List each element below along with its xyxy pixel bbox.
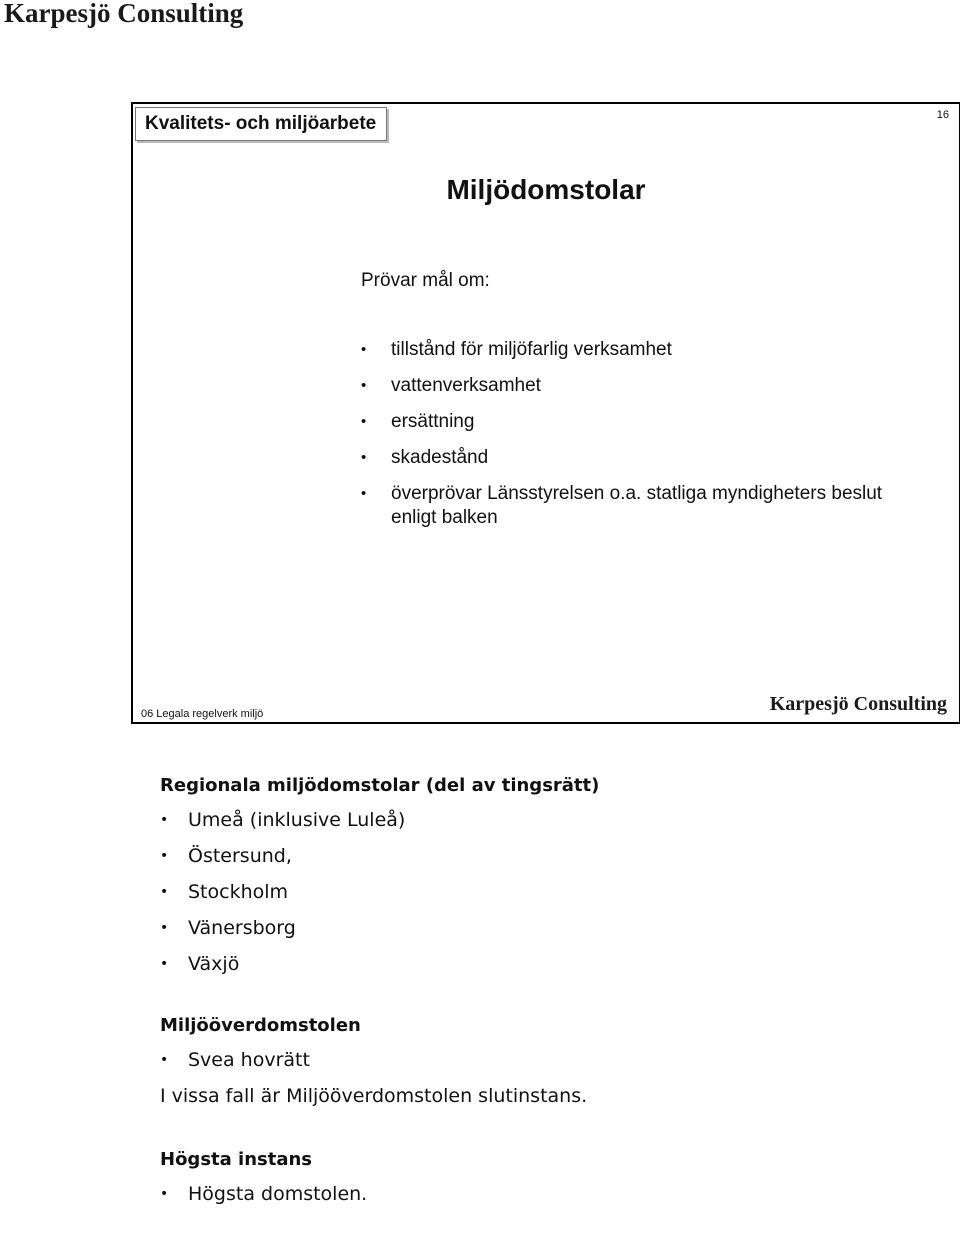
slide-intro: Prövar mål om: xyxy=(361,270,490,291)
slide-bullet-text: ersättning xyxy=(391,411,475,432)
list-item xyxy=(160,838,920,874)
slide-number: 16 xyxy=(936,109,949,121)
slide-bullet-item xyxy=(361,482,921,530)
bullet-icon: • xyxy=(160,920,169,936)
list-item xyxy=(160,874,920,910)
slide-bullet-item xyxy=(361,410,921,434)
regional-courts-heading: Regionala miljödomstolar (del av tingsrätt) xyxy=(160,775,600,796)
bullet-icon: • xyxy=(160,884,169,900)
list-item-text: Högsta domstolen. xyxy=(188,1183,368,1205)
overcourt-heading: Miljööverdomstolen xyxy=(160,1015,361,1036)
list-item xyxy=(160,1176,920,1212)
overcourt-note: I vissa fall är Miljööverdomstolen slutinstans. xyxy=(160,1085,588,1107)
list-item-text: Svea hovrätt xyxy=(188,1049,310,1071)
supreme-heading: Högsta instans xyxy=(160,1149,313,1170)
slide-section-tag: Kvalitets- och miljöarbete xyxy=(135,107,387,141)
bullet-icon: • xyxy=(361,485,367,502)
page-header-brand: Karpesjö Consulting xyxy=(4,0,244,28)
slide-bullet-text: överprövar Länsstyrelsen o.a. statliga myndigheters beslut enligt balken xyxy=(391,483,883,528)
list-item-text: Östersund, xyxy=(188,845,292,867)
slide-footer-label: 06 Legala regelverk miljö xyxy=(141,708,264,720)
list-item-text: Stockholm xyxy=(188,881,289,903)
list-item xyxy=(160,946,920,982)
notes-section xyxy=(160,770,920,1212)
slide-frame xyxy=(131,102,960,724)
list-item-text: Vänersborg xyxy=(188,917,296,939)
bullet-icon: • xyxy=(160,812,169,828)
slide-footer-brand: Karpesjö Consulting xyxy=(769,693,947,715)
bullet-icon: • xyxy=(160,1052,169,1068)
bullet-icon: • xyxy=(361,341,367,358)
supreme-list xyxy=(160,1176,920,1212)
list-item-text: Umeå (inklusive Luleå) xyxy=(188,809,406,831)
spacer xyxy=(160,982,920,1010)
bullet-icon: • xyxy=(361,413,367,430)
slide-bullet-item xyxy=(361,338,921,362)
bullet-icon: • xyxy=(160,848,169,864)
bullet-icon: • xyxy=(160,956,169,972)
regional-courts-list xyxy=(160,802,920,982)
bullet-icon: • xyxy=(160,1186,169,1202)
overcourt-list xyxy=(160,1042,920,1078)
slide-bullet-text: skadestånd xyxy=(391,447,489,468)
slide-bullet-text: tillstånd för miljöfarlig verksamhet xyxy=(391,339,672,360)
slide-bullet-item xyxy=(361,446,921,470)
slide-bullet-text: vattenverksamhet xyxy=(391,375,541,396)
slide-title: Miljödomstolar xyxy=(446,174,646,205)
slide-bullet-item xyxy=(361,374,921,398)
spacer xyxy=(160,1114,920,1144)
list-item-text: Växjö xyxy=(188,953,240,975)
list-item xyxy=(160,802,920,838)
bullet-icon: • xyxy=(361,377,367,394)
list-item xyxy=(160,910,920,946)
list-item xyxy=(160,1042,920,1078)
bullet-icon: • xyxy=(361,449,367,466)
slide-bullet-list xyxy=(361,338,921,542)
